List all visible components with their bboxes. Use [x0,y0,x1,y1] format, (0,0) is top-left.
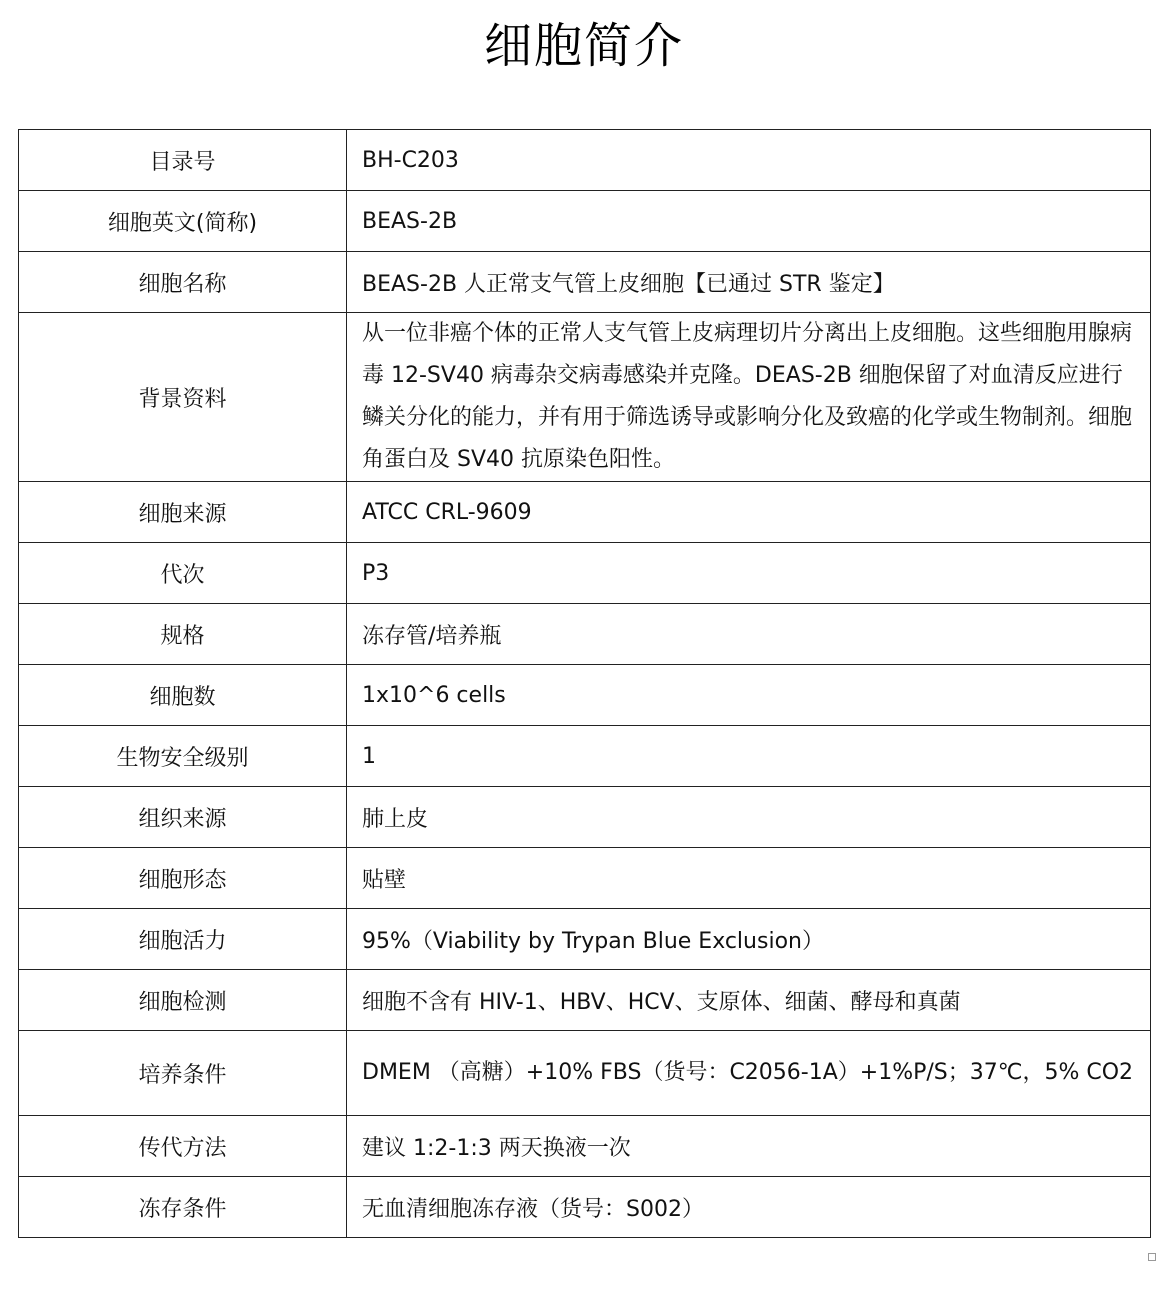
row-label-testing: 细胞检测 [19,970,347,1031]
row-value-catalog-number: BH-C203 [347,130,1151,191]
table-row [19,909,1151,970]
row-value-background [347,313,1151,482]
table-row [19,482,1151,543]
table-row [19,970,1151,1031]
row-value-freezing-conditions: 无血清细胞冻存液（货号：S002） [347,1177,1151,1238]
row-value-english-name: BEAS-2B [347,191,1151,252]
table-row [19,726,1151,787]
table-row [19,1031,1151,1116]
table-row [19,130,1151,191]
table-row [19,313,1151,482]
table-row [19,848,1151,909]
table-row [19,1177,1151,1238]
table-row [19,191,1151,252]
row-label-specification: 规格 [19,604,347,665]
row-label-culture-conditions: 培养条件 [19,1031,347,1116]
row-label-source: 细胞来源 [19,482,347,543]
row-value-specification: 冻存管/培养瓶 [347,604,1151,665]
row-label-background: 背景资料 [19,313,347,482]
table-row [19,604,1151,665]
row-label-biosafety-level: 生物安全级别 [19,726,347,787]
row-label-freezing-conditions: 冻存条件 [19,1177,347,1238]
row-label-english-name: 细胞英文(简称) [19,191,347,252]
row-value-culture-conditions [347,1031,1151,1116]
table-row [19,665,1151,726]
row-label-passaging-method: 传代方法 [19,1116,347,1177]
culture-conditions-text: DMEM （高糖）+10% FBS（货号：C2056-1A）+1%P/S；37℃，5% CO2 [362,1060,1134,1085]
table-row [19,543,1151,604]
row-value-viability: 95%（Viability by Trypan Blue Exclusion） [347,909,1151,970]
row-label-morphology: 细胞形态 [19,848,347,909]
row-value-testing: 细胞不含有 HIV-1、HBV、HCV、支原体、细菌、酵母和真菌 [347,970,1151,1031]
cell-info-table [18,129,1151,1238]
row-value-passage: P3 [347,543,1151,604]
row-label-catalog-number: 目录号 [19,130,347,191]
document-title: 细胞简介 [483,18,684,74]
row-label-cell-count: 细胞数 [19,665,347,726]
row-value-cell-name: BEAS-2B 人正常支气管上皮细胞【已通过 STR 鉴定】 [347,252,1151,313]
row-value-cell-count: 1x10^6 cells [347,665,1151,726]
table-row [19,252,1151,313]
table-row [19,1116,1151,1177]
row-value-morphology: 贴壁 [347,848,1151,909]
row-value-biosafety-level: 1 [347,726,1151,787]
row-value-source: ATCC CRL-9609 [347,482,1151,543]
row-value-passaging-method: 建议 1:2-1:3 两天换液一次 [347,1116,1151,1177]
row-value-tissue-source: 肺上皮 [347,787,1151,848]
row-label-cell-name: 细胞名称 [19,252,347,313]
table-row [19,787,1151,848]
row-label-passage: 代次 [19,543,347,604]
table-resize-handle[interactable] [1148,1253,1156,1261]
background-paragraph: 从一位非癌个体的正常人支气管上皮病理切片分离出上皮细胞。这些细胞用腺病毒 12-SV40 病毒杂交病毒感染并克隆。DEAS-2B 细胞保留了对血清反应进行鳞关分化的能力，并有用于筛选诱导或影响分化及致癌的化学或生物制剂。细胞角蛋白及 SV40 抗原染色阳性。 [362,321,1133,472]
row-label-viability: 细胞活力 [19,909,347,970]
row-label-tissue-source: 组织来源 [19,787,347,848]
